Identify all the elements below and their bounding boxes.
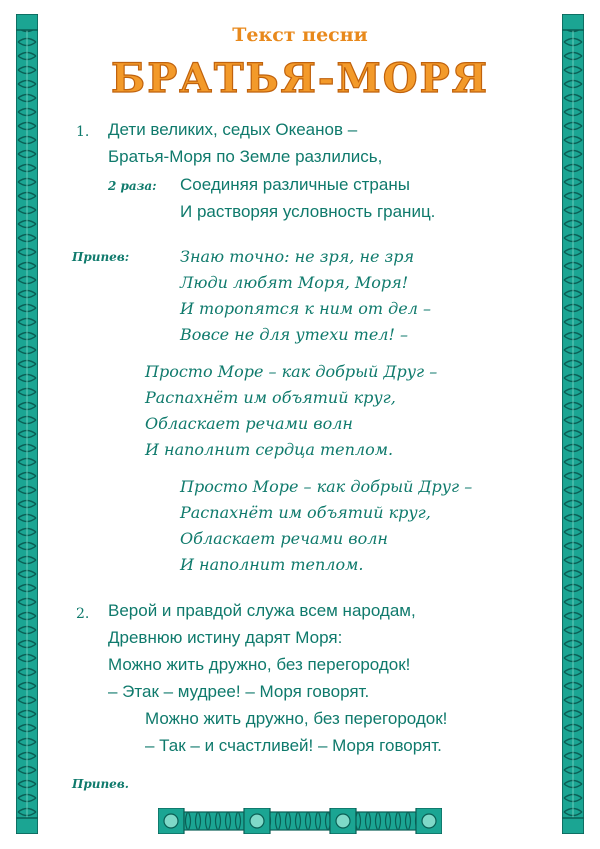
footer-ornament [158, 808, 442, 834]
chorus-line-4: Вовсе не для утехи тел! – [180, 325, 408, 344]
song-subtitle: Текст песни [232, 24, 368, 46]
chorus-part3-line-1: Просто Море – как добрый Друг – [180, 477, 473, 496]
verse-2-number: 2. [76, 606, 90, 622]
chorus-label: Припев: [72, 250, 130, 264]
song-title-text: БРАТЬЯ-МОРЯ [111, 55, 489, 102]
repeat-label: 2 раза: [108, 179, 157, 193]
chorus-part3-line-4: И наполнит теплом. [180, 555, 364, 574]
chorus-part2-line-1: Просто Море – как добрый Друг – [145, 362, 438, 381]
chorus-part2-line-4: И наполнит сердца теплом. [145, 440, 394, 459]
verse-1-line-3: Соединяя различные страны [180, 175, 410, 194]
left-border-pillar [16, 14, 38, 834]
chorus-part2-line-3: Обласкает речами волн [145, 414, 353, 433]
verse-2-line-3: Можно жить дружно, без перегородок! [108, 655, 411, 674]
chorus-line-1: Знаю точно: не зря, не зря [180, 247, 415, 266]
verse-2-line-1: Верой и правдой служа всем народам, [108, 601, 416, 620]
chorus-repeat-label: Припев. [72, 777, 129, 791]
verse-1-line-1: Дети великих, седых Океанов – [108, 120, 358, 139]
verse-1-number: 1. [76, 124, 90, 140]
chorus-part2-line-2: Распахнёт им объятий круг, [145, 388, 396, 407]
chorus-line-2: Люди любят Моря, Моря! [180, 273, 409, 292]
chorus-part3-line-3: Обласкает речами волн [180, 529, 388, 548]
verse-2-line-2: Древнюю истину дарят Моря: [108, 628, 343, 647]
right-border-pillar [562, 14, 584, 834]
verse-2-line-6: – Так – и счастливей! – Моря говорят. [145, 736, 442, 755]
verse-2-line-4: – Этак – мудрее! – Моря говорят. [108, 682, 370, 701]
song-title [100, 52, 500, 104]
verse-1-line-4: И растворяя условность границ. [180, 202, 436, 221]
chorus-part3-line-2: Распахнёт им объятий круг, [180, 503, 431, 522]
verse-1-line-2: Братья-Моря по Земле разлились, [108, 147, 383, 166]
chorus-line-3: И торопятся к ним от дел – [180, 299, 432, 318]
verse-2-line-5: Можно жить дружно, без перегородок! [145, 709, 448, 728]
